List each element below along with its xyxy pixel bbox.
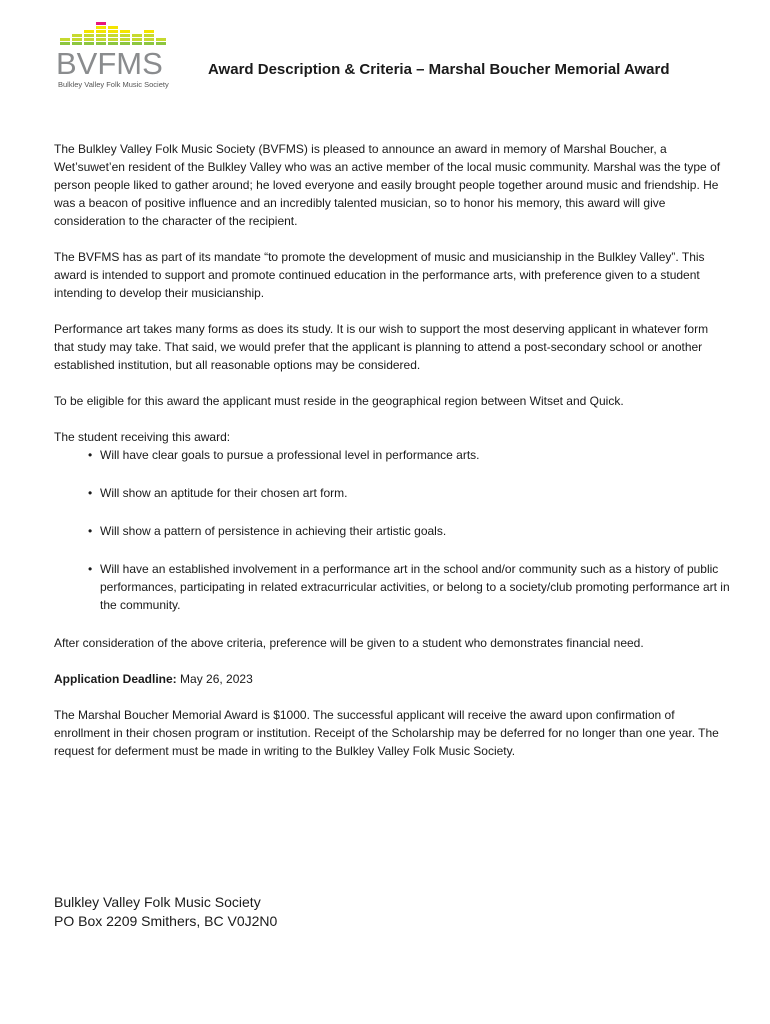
intro-paragraph: The Bulkley Valley Folk Music Society (BVFMS) is pleased to announce an award in memory of Marshal Boucher, a Wet’suwet’en resident of the Bulkley Valley who was an active member of the local music community. Marshal was the type of person people liked to gather around; he loved everyone and easily brought people together around music and friendship. He was a beacon of positive influence and an incredibly talented musician, so to honor his memory, this award will give consideration to the character of the recipient. — [54, 142, 721, 228]
logo-bar-segment — [96, 34, 106, 37]
logo-bar-segment — [84, 30, 94, 33]
logo-bar-segment — [108, 34, 118, 37]
logo-bar-segment — [144, 34, 154, 37]
logo-bar-segment — [72, 38, 82, 41]
logo-bar-segment — [156, 42, 166, 45]
logo-bar-segment — [120, 42, 130, 45]
deadline-value: May 26, 2023 — [176, 672, 253, 686]
criteria-item-text: Will have clear goals to pursue a professional level in performance arts. — [100, 448, 480, 462]
logo-bar-segment — [84, 38, 94, 41]
logo-bar-segment — [72, 34, 82, 37]
logo-bar-segment — [60, 42, 70, 45]
logo-bar-segment — [96, 38, 106, 41]
logo-bar-segment — [132, 42, 142, 45]
logo-bar-segment — [108, 26, 118, 29]
logo-acronym: BVFMS — [56, 46, 163, 81]
criteria-item — [54, 560, 730, 614]
logo-bar-segment — [96, 30, 106, 33]
eligibility-paragraph: To be eligible for this award the applicant must reside in the geographical region between Witset and Quick. — [54, 394, 624, 408]
criteria-item — [54, 446, 730, 464]
logo-bar-segment — [96, 26, 106, 29]
logo-bar-segment — [132, 34, 142, 37]
logo-bar-segment — [96, 22, 106, 25]
bullet: • — [88, 448, 93, 462]
logo-bar-segment — [108, 38, 118, 41]
amount-paragraph: The Marshal Boucher Memorial Award is $1000. The successful applicant will receive the award upon confirmation of enrollment in their chosen program or institution. Receipt of the Scholarship may be deferred for no longer than one year. The request for deferment must be made in writing to the Bulkley Valley Folk Music Society. — [54, 708, 719, 758]
logo-bar-segment — [120, 30, 130, 33]
logo-bar-segment — [156, 38, 166, 41]
criteria-item — [54, 522, 730, 540]
logo-bar-segment — [120, 34, 130, 37]
logo-bar-segment — [60, 38, 70, 41]
logo-bar-segment — [132, 38, 142, 41]
logo-bar-segment — [72, 42, 82, 45]
logo-bar-segment — [144, 38, 154, 41]
logo-bar-segment — [84, 42, 94, 45]
deadline-line — [54, 670, 730, 688]
bullet: • — [88, 562, 93, 576]
bvfms-logo — [56, 14, 169, 94]
criteria-item — [54, 484, 730, 502]
criteria-intro: The student receiving this award: — [54, 430, 231, 444]
logo-society-name: Bulkley Valley Folk Music Society — [58, 80, 169, 89]
logo-bar-segment — [108, 30, 118, 33]
forms-paragraph: Performance art takes many forms as does its study. It is our wish to support the most deserving applicant in whatever form that study may take. That said, we would prefer that the applicant is planning to attend a post-secondary school or another established institution, but all reasonable options may be considered. — [54, 322, 709, 372]
bullet: • — [88, 524, 93, 538]
logo-bar-segment — [96, 42, 106, 45]
logo-bar-segment — [120, 38, 130, 41]
equalizer-bars-icon — [56, 14, 166, 48]
mandate-paragraph: The BVFMS has as part of its mandate “to promote the development of music and musicianship in the Bulkley Valley”. This award is intended to support and promote continued education in the performance arts, with preference given to a student intending to develop their musicianship. — [54, 250, 705, 300]
page-title: Award Description & Criteria – Marshal Boucher Memorial Award — [208, 61, 670, 78]
logo-bar-segment — [144, 42, 154, 45]
footer-address-line: PO Box 2209 Smithers, BC V0J2N0 — [54, 913, 278, 929]
document-body — [54, 140, 730, 778]
after-paragraph: After consideration of the above criteria, preference will be given to a student who demonstrates financial need. — [54, 636, 644, 650]
footer-address — [54, 893, 277, 931]
criteria-item-text: Will show a pattern of persistence in achieving their artistic goals. — [100, 524, 447, 538]
logo-bar-segment — [108, 42, 118, 45]
deadline-label: Application Deadline: — [54, 672, 177, 686]
logo-bar-segment — [84, 34, 94, 37]
footer-org: Bulkley Valley Folk Music Society — [54, 894, 261, 910]
criteria-item-text: Will have an established involvement in a performance art in the school and/or community such as a history of public performances, participating in related extracurricular activities, or belong to a society/club promoting performance art in the community. — [100, 562, 730, 612]
bullet: • — [88, 486, 93, 500]
criteria-item-text: Will show an aptitude for their chosen art form. — [100, 486, 348, 500]
logo-bar-segment — [144, 30, 154, 33]
criteria-list — [54, 446, 730, 614]
